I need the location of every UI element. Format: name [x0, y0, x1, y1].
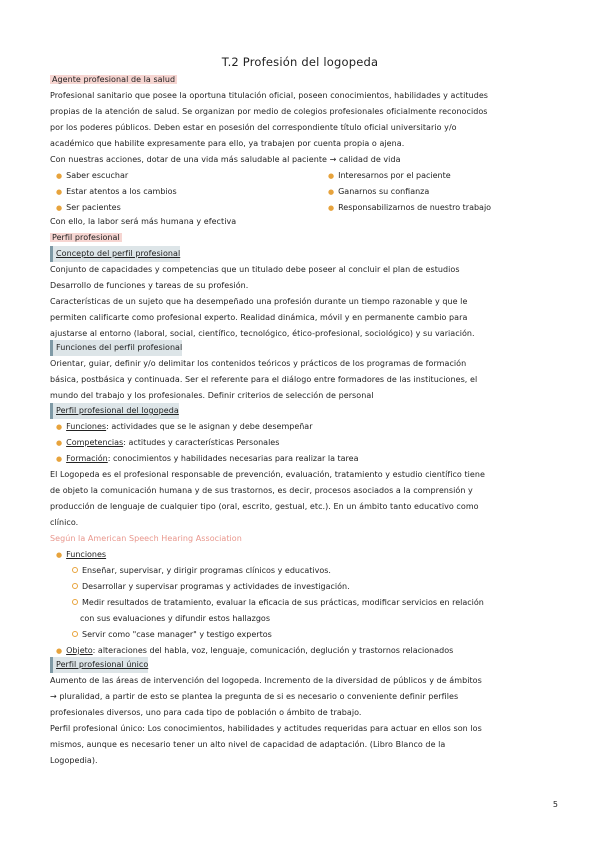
heading-perfil: Perfil profesional: [52, 233, 120, 242]
text-line: Con nuestras acciones, dotar de una vida más saludable al paciente → calidad de vida: [50, 155, 401, 164]
list-item: Medir resultados de tratamiento, evaluar la eficacia de sus prácticas, modificar servicios en relación: [72, 595, 484, 611]
list-item: Desarrollar y supervisar programas y actividades de investigación.: [72, 579, 350, 595]
list-item: ● Formación: conocimientos y habilidades necesarias para realizar la tarea: [56, 454, 359, 463]
text-line: → pluralidad, a partir de esto se plantea la pregunta de si es necesario o conveniente definir perfiles: [50, 692, 459, 701]
bullet-icon: ●: [56, 455, 63, 463]
text-line: propias de la atención de salud. Se organizan por medio de colegios profesionales oficialmente reconocidos: [50, 107, 488, 116]
circle-bullet-icon: [72, 567, 78, 573]
heading-agente: Agente profesional de la salud: [52, 75, 176, 84]
bullet-icon: ●: [328, 188, 335, 196]
text-line: Profesional sanitario que posee la oportuna titulación oficial, poseen conocimientos, habilidades y actitudes: [50, 91, 489, 100]
list-item: ● Saber escuchar: [56, 171, 129, 180]
list-item: ● Interesarnos por el paciente: [328, 171, 451, 180]
text-line: Orientar, guiar, definir y/o delimitar los contenidos teóricos y prácticos de los programas de formación: [50, 359, 467, 368]
page-title: T.2 Profesión del logopeda: [221, 55, 379, 69]
bullet-icon: ●: [56, 204, 63, 212]
text-line: Aumento de las áreas de intervención del logopeda. Incremento de la diversidad de públicos y de ámbitos: [50, 676, 482, 685]
subheading-funciones: Funciones del perfil profesional: [50, 340, 560, 356]
list-item: ● Objeto: alteraciones del habla, voz, lenguaje, comunicación, deglución y trastornos relacionados: [56, 646, 454, 655]
circle-bullet-icon: [72, 599, 78, 605]
text-line: de objeto la comunicación humana y de sus trastornos, es decir, procesos asociados a la comprensión y: [50, 486, 473, 495]
list-item: ● Responsabilizarnos de nuestro trabajo: [328, 203, 492, 212]
list-item: Enseñar, supervisar, y dirigir programas clínicos y educativos.: [72, 563, 331, 579]
bullet-icon: ●: [56, 423, 63, 431]
text-line: Desarrollo de funciones y tareas de su profesión.: [50, 281, 249, 290]
text-line: producción de lenguaje de cualquier tipo (oral, escrito, gestual, etc.). En un ámbito tanto educativo como: [50, 502, 479, 511]
bullet-icon: ●: [56, 551, 63, 559]
text-line: por los poderes públicos. Deben estar en posesión del correspondiente título oficial universitario y/o: [50, 123, 457, 132]
bullet-icon: ●: [56, 647, 63, 655]
text-line: permiten calificarte como profesional experto. Realidad dinámica, móvil y en permanente cambio para: [50, 313, 468, 322]
circle-bullet-icon: [72, 631, 78, 637]
list-item: ● Competencias: actitudes y características Personales: [56, 438, 280, 447]
text-line: ajustarse al entorno (laboral, social, científico, tecnológico, ético-profesional, sociológico) y su variación.: [50, 329, 475, 338]
text-line: Características de un sujeto que ha desempeñado una profesión durante un tiempo razonable y que le: [50, 297, 468, 306]
text-line: Con ello, la labor será más humana y efectiva: [50, 217, 237, 226]
list-item: ● Estar atentos a los cambios: [56, 187, 177, 196]
bullet-icon: ●: [56, 188, 63, 196]
page-number: 5: [552, 800, 558, 809]
list-item: ● Ganarnos su confianza: [328, 187, 430, 196]
list-item-continuation: con sus evaluaciones y difundir estos hallazgos: [80, 614, 270, 623]
text-line: académico que habilite expresamente para ello, ya trabajen por cuenta propia o ajena.: [50, 139, 405, 148]
text-line: El Logopeda es el profesional responsable de prevención, evaluación, tratamiento y estudio científico tiene: [50, 470, 485, 479]
text-line: clínico.: [50, 518, 79, 527]
text-line: Logopedia).: [50, 756, 98, 765]
subheading-logopeda: Perfil profesional del logopeda: [50, 403, 560, 419]
text-line: profesionales diversos, uno para cada tipo de población o ámbito de trabajo.: [50, 708, 362, 717]
bullet-icon: ●: [56, 172, 63, 180]
text-line: Perfil profesional único: Los conocimientos, habilidades y actitudes requeridas para actuar en ellos son los: [50, 724, 482, 733]
text-line: Conjunto de capacidades y competencias que un titulado debe poseer al concluir el plan de estudios: [50, 265, 460, 274]
text-line: mismos, aunque es necesario tener un alto nivel de capacidad de adaptación. (Libro Blanco de la: [50, 740, 446, 749]
list-item: ● Funciones: actividades que se le asignan y debe desempeñar: [56, 422, 313, 431]
bullet-icon: ●: [328, 204, 335, 212]
list-item: ● Funciones: [56, 550, 107, 559]
subheading-concepto: Concepto del perfil profesional: [50, 246, 560, 262]
list-item: Servir como "case manager" y testigo expertos: [72, 627, 272, 643]
list-item: ● Ser pacientes: [56, 203, 121, 212]
asha-heading: Según la American Speech Hearing Association: [50, 534, 242, 543]
text-line: mundo del trabajo y los profesionales. Definir criterios de selección de personal: [50, 391, 374, 400]
circle-bullet-icon: [72, 583, 78, 589]
bullet-icon: ●: [328, 172, 335, 180]
text-line: básica, postbásica y continuada. Ser el referente para el diálogo entre formadores de las instituciones, el: [50, 375, 478, 384]
subheading-unico: Perfil profesional único: [50, 657, 560, 673]
bullet-icon: ●: [56, 439, 63, 447]
